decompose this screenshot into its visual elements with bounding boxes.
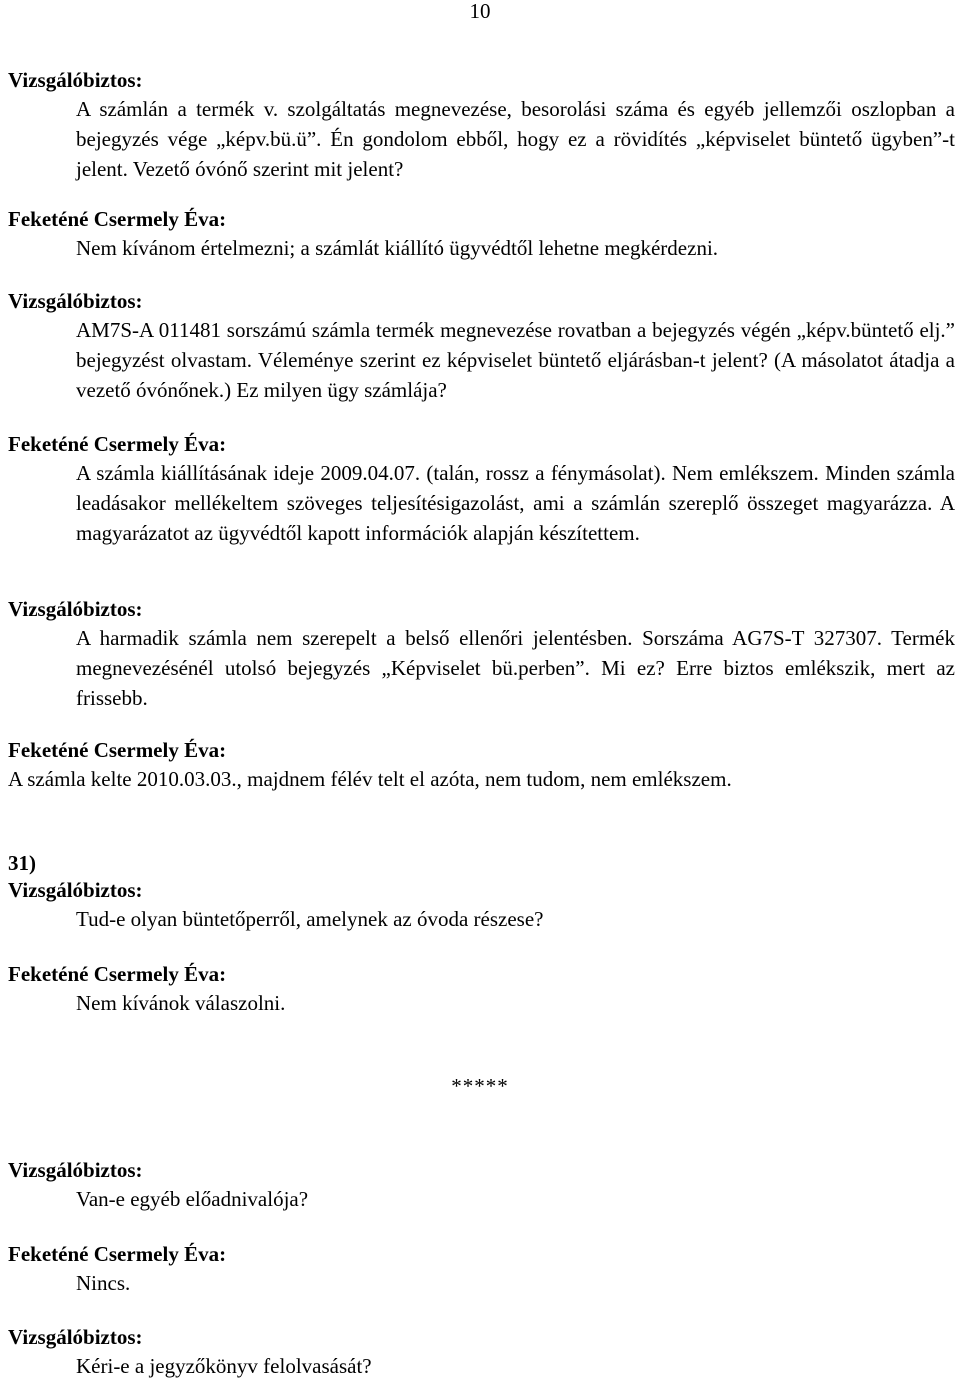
dialogue-block [8,960,955,1018]
dialogue-block [8,287,955,405]
dialogue-block [8,1323,955,1381]
speech-text: Kéri-e a jegyzőkönyv felolvasását? [76,1354,372,1378]
speaker-label: Vizsgálóbiztos: [8,878,143,902]
dialogue-block [8,66,955,184]
speech-text: Nem kívánom értelmezni; a számlát kiállító ügyvédtől lehetne megkérdezni. [76,236,719,260]
dialogue-block [8,736,955,794]
dialogue-block [8,205,955,263]
speech-text: AM7S-A 011481 sorszámú számla termék megnevezése rovatban a bejegyzés végén „képv.büntető elj.” bejegyzést olvastam. Véleménye szerint ez képviselet büntető eljárásban-t jelent? (A másolatot átadja a vezető óvónőnek.) Ez milyen ügy számlája? [76,318,955,402]
speaker-label: Feketéné Csermely Éva: [8,432,227,456]
dialogue-block [8,876,955,934]
speaker-label: Vizsgálóbiztos: [8,68,143,92]
section-number: 31) [8,851,36,875]
speech-text: Nincs. [76,1271,131,1295]
dialogue-block [8,595,955,713]
speaker-label: Feketéné Csermely Éva: [8,738,227,762]
speech-text: A harmadik számla nem szerepelt a belső ellenőri jelentésben. Sorszáma AG7S-T 327307. Termék megnevezésénél utolsó bejegyzés „Képviselet bü.perben”. Mi ez? Erre biztos emlékszik, mert az frissebb. [76,626,955,710]
page-number: 10 [469,0,491,23]
speaker-label: Feketéné Csermely Éva: [8,962,227,986]
speaker-label: Vizsgálóbiztos: [8,289,143,313]
speaker-label: Vizsgálóbiztos: [8,1325,143,1349]
speech-text: Van-e egyéb előadnivalója? [76,1187,309,1211]
speaker-label: Feketéné Csermely Éva: [8,1242,227,1266]
dialogue-block [8,1156,955,1214]
speaker-label: Vizsgálóbiztos: [8,597,143,621]
speech-text: A számla kiállításának ideje 2009.04.07. (talán, rossz a fénymásolat). Nem emlékszem. Minden számla leadásakor mellékeltem szöveges teljesítésigazolást, ami a számlán szereplő összeget magyarázza. A magyarázatot az ügyvédtől kapott információk alapján készítettem. [76,461,955,545]
dialogue-block [8,430,955,548]
dialogue-block [8,1240,955,1298]
speech-text: A számla kelte 2010.03.03., majdnem félév telt el azóta, nem tudom, nem emlékszem. [8,767,732,791]
speech-text: Nem kívánok válaszolni. [76,991,286,1015]
section-separator: ***** [451,1074,509,1098]
speaker-label: Feketéné Csermely Éva: [8,207,227,231]
speech-text: Tud-e olyan büntetőperről, amelynek az óvoda részese? [76,907,544,931]
speech-text: A számlán a termék v. szolgáltatás megnevezése, besorolási száma és egyéb jellemzői oszlopban a bejegyzés vége „képv.bü.ü”. Én gondolom ebből, hogy ez a rövidítés „képviselet büntető ügyben”-t jelent. Vezető óvónő szerint mit jelent? [76,97,955,181]
speaker-label: Vizsgálóbiztos: [8,1158,143,1182]
